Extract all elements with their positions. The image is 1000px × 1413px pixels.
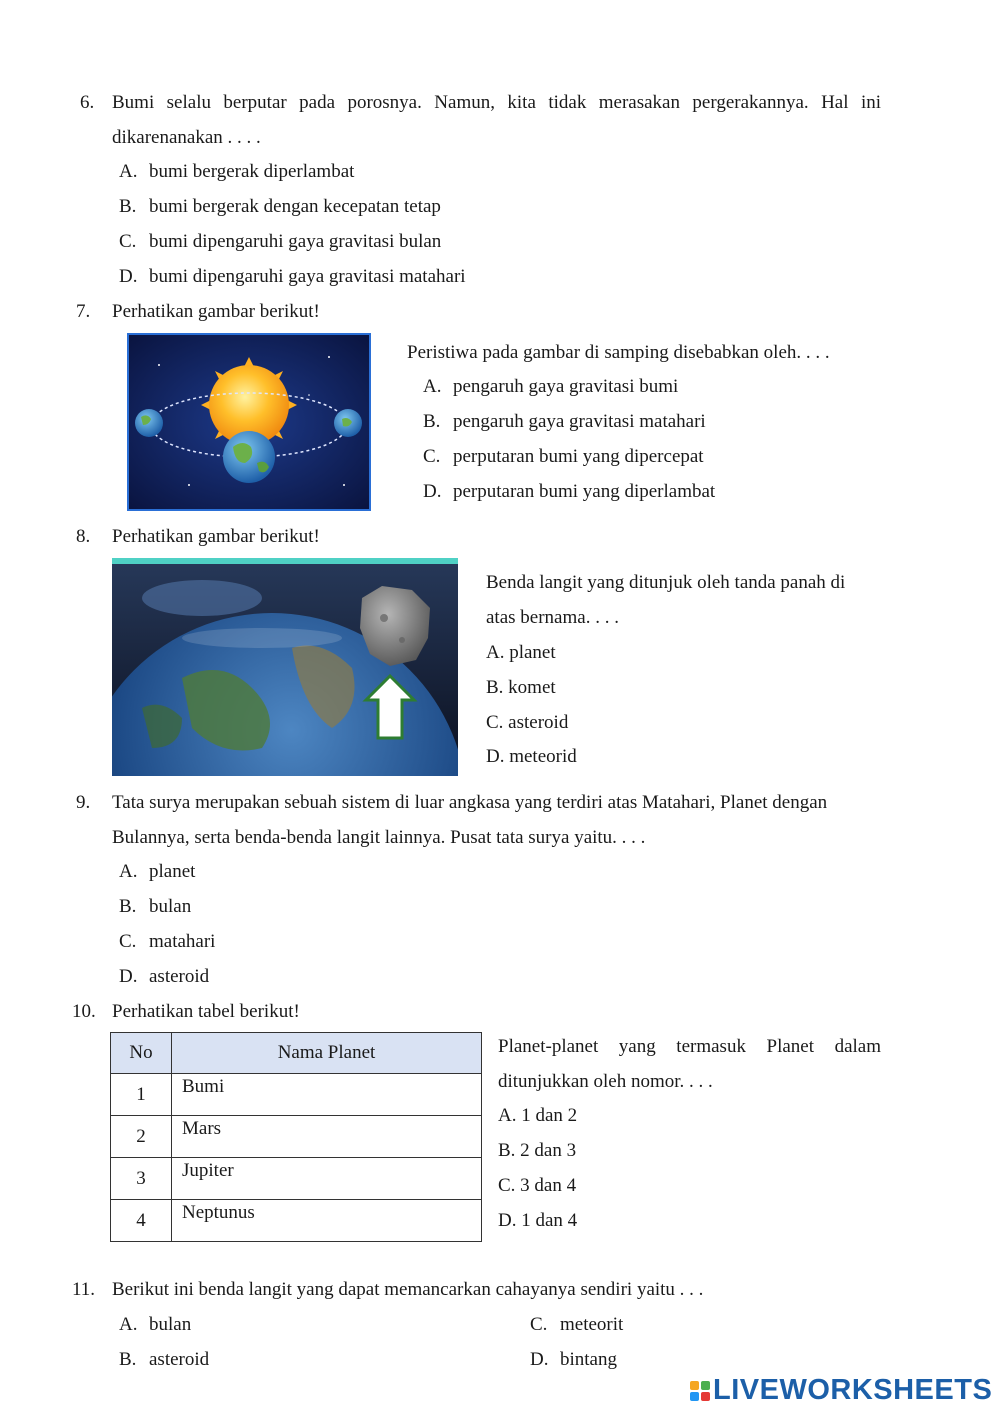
option-letter: A.: [423, 376, 442, 397]
q11-question: Berikut ini benda langit yang dapat memancarkan cahayanya sendiri yaitu . . .: [112, 1279, 704, 1300]
q8-number: 8.: [76, 526, 91, 547]
q6-option-a[interactable]: [119, 161, 354, 183]
q11-option-a[interactable]: [119, 1314, 191, 1336]
q7-option-b[interactable]: [423, 411, 706, 433]
q8-question-line2: atas bernama. . . .: [486, 607, 619, 628]
table-header-name: Nama Planet: [172, 1033, 482, 1074]
table-cell-name: Mars: [172, 1116, 482, 1158]
q7-option-c[interactable]: [423, 446, 704, 468]
option-text: meteorit: [560, 1314, 624, 1335]
q9-question-line2: Bulannya, serta benda-benda langit lainnya. Pusat tata surya yaitu. . . .: [112, 827, 646, 848]
q8-question-line1: Benda langit yang ditunjuk oleh tanda panah di: [486, 572, 846, 593]
planet-table: [110, 1032, 482, 1242]
q10-question-line1: Planet-planet yang termasuk Planet dalam: [498, 1036, 881, 1057]
option-text: bumi dipengaruhi gaya gravitasi bulan: [149, 231, 442, 252]
q10-option-b[interactable]: B. 2 dan 3: [498, 1140, 577, 1161]
table-cell-no: 4: [111, 1200, 172, 1242]
q6-option-c[interactable]: [119, 231, 441, 253]
option-letter: D.: [119, 966, 138, 987]
table-header-no: No: [111, 1033, 172, 1074]
table-row: [111, 1116, 482, 1158]
option-text: bumi bergerak dengan kecepatan tetap: [149, 196, 441, 217]
option-letter: A.: [119, 861, 138, 882]
table-cell-name: Bumi: [172, 1074, 482, 1116]
q9-option-b[interactable]: [119, 896, 191, 918]
option-letter: A.: [119, 161, 138, 182]
q7-number: 7.: [76, 301, 91, 322]
table-row: [111, 1074, 482, 1116]
table-cell-no: 2: [111, 1116, 172, 1158]
option-text: bintang: [560, 1349, 617, 1370]
q9-question-line1: Tata surya merupakan sebuah sistem di luar angkasa yang terdiri atas Matahari, Planet dengan: [112, 792, 828, 813]
earth-orbit-sun-image: [127, 333, 371, 511]
q8-prompt: Perhatikan gambar berikut!: [112, 526, 320, 547]
q10-question-line2: ditunjukkan oleh nomor. . . .: [498, 1071, 713, 1092]
earth-asteroid-image: [112, 558, 458, 776]
option-letter: B.: [119, 196, 137, 217]
option-text: bumi dipengaruhi gaya gravitasi matahari: [149, 266, 466, 287]
option-text: bulan: [149, 1314, 192, 1335]
option-letter: D.: [530, 1349, 549, 1370]
option-text: asteroid: [149, 1349, 210, 1370]
q10-prompt: Perhatikan tabel berikut!: [112, 1001, 300, 1022]
option-text: bulan: [149, 896, 192, 917]
q10-option-d[interactable]: D. 1 dan 4: [498, 1210, 578, 1231]
option-letter: A.: [119, 1314, 138, 1335]
q8-option-b[interactable]: B. komet: [486, 677, 556, 698]
table-header-row: [111, 1033, 482, 1074]
q7-option-d[interactable]: [423, 481, 715, 503]
q11-number: 11.: [72, 1279, 96, 1300]
q9-number: 9.: [76, 792, 91, 813]
q6-number: 6.: [80, 92, 95, 113]
option-letter: C.: [119, 231, 137, 252]
q9-option-a[interactable]: [119, 861, 195, 883]
q11-option-d[interactable]: [530, 1349, 617, 1371]
option-letter: C.: [423, 446, 441, 467]
q6-question-line1: Bumi selalu berputar pada porosnya. Namun, kita tidak merasakan pergerakannya. Hal ini: [112, 92, 881, 113]
q10-option-a[interactable]: A. 1 dan 2: [498, 1105, 578, 1126]
option-text: bumi bergerak diperlambat: [149, 161, 355, 182]
table-cell-name: Jupiter: [172, 1158, 482, 1200]
q10-option-c[interactable]: C. 3 dan 4: [498, 1175, 577, 1196]
option-text: matahari: [149, 931, 216, 952]
q11-option-c[interactable]: [530, 1314, 623, 1336]
option-text: perputaran bumi yang diperlambat: [453, 481, 716, 502]
q8-option-a[interactable]: A. planet: [486, 642, 556, 663]
option-letter: D.: [423, 481, 442, 502]
q11-option-b[interactable]: [119, 1349, 209, 1371]
option-text: asteroid: [149, 966, 210, 987]
liveworksheets-logo[interactable]: [690, 1374, 992, 1407]
option-text: planet: [149, 861, 196, 882]
q8-option-c[interactable]: C. asteroid: [486, 712, 569, 733]
liveworksheets-logo-text: LIVEWORKSHEETS: [713, 1374, 993, 1406]
q10-number: 10.: [72, 1001, 96, 1022]
q6-option-b[interactable]: [119, 196, 441, 218]
q9-option-d[interactable]: [119, 966, 209, 988]
q7-question: Peristiwa pada gambar di samping disebabkan oleh. . . .: [407, 342, 830, 363]
option-letter: D.: [119, 266, 138, 287]
q6-option-d[interactable]: [119, 266, 466, 288]
table-row: [111, 1200, 482, 1242]
q9-option-c[interactable]: [119, 931, 215, 953]
q7-prompt: Perhatikan gambar berikut!: [112, 301, 320, 322]
liveworksheets-logo-icon: [690, 1381, 710, 1401]
table-cell-name: Neptunus: [172, 1200, 482, 1242]
q7-option-a[interactable]: [423, 376, 678, 398]
option-letter: B.: [119, 1349, 137, 1370]
option-letter: B.: [423, 411, 441, 432]
option-text: pengaruh gaya gravitasi bumi: [453, 376, 679, 397]
option-letter: C.: [119, 931, 137, 952]
option-letter: B.: [119, 896, 137, 917]
option-text: perputaran bumi yang dipercepat: [453, 446, 704, 467]
option-letter: C.: [530, 1314, 548, 1335]
q8-option-d[interactable]: D. meteorid: [486, 746, 577, 767]
option-text: pengaruh gaya gravitasi matahari: [453, 411, 706, 432]
table-row: [111, 1158, 482, 1200]
table-cell-no: 1: [111, 1074, 172, 1116]
q6-question-line2: dikarenanakan . . . .: [112, 127, 261, 148]
table-cell-no: 3: [111, 1158, 172, 1200]
